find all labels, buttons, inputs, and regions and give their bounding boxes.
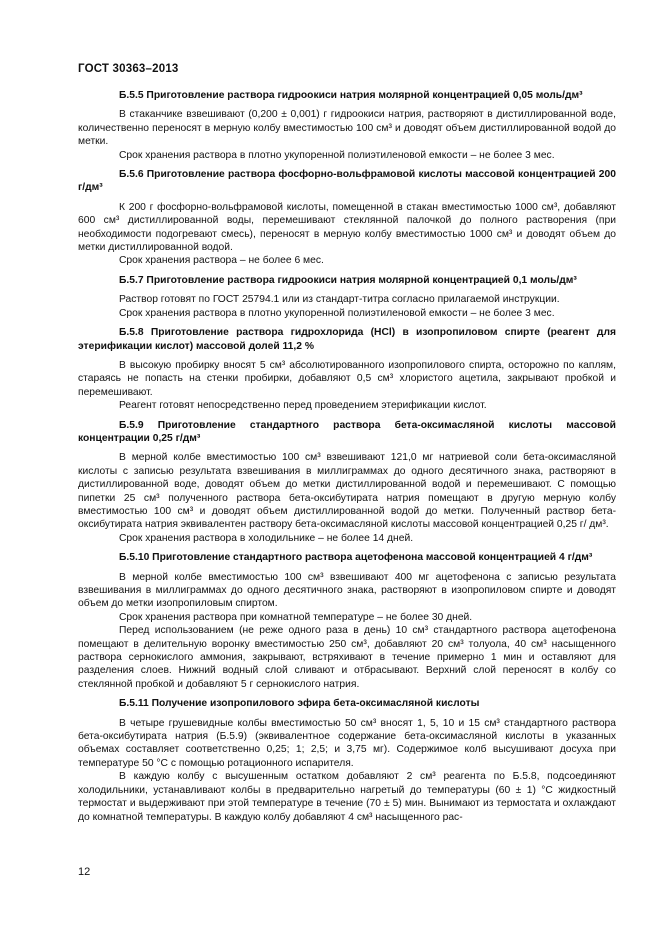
section-title: Б.5.5 Приготовление раствора гидроокиси натрия молярной концентрацией 0,05 моль/дм³: [119, 90, 583, 101]
section-title: Б.5.8 Приготовление раствора гидрохлорида (HCl) в изопропиловом спирте (реагент для этерификации кислот) массовой долей 11,2 %: [78, 327, 616, 352]
section-b-5-8: [78, 326, 616, 412]
section-b-5-5: [78, 89, 616, 162]
section-b-5-6: [78, 168, 616, 268]
section-b-5-11: [78, 697, 616, 824]
paragraph: В стаканчике взвешивают (0,200 ± 0,001) г гидроокиси натрия, растворяют в дистиллированной воде, количественно переносят в мерную колбу вместимостью 100 см³ и доводят объем дистиллированной водой до метки.: [78, 109, 616, 148]
document-body: [78, 89, 616, 824]
page-number: 12: [78, 866, 91, 878]
paragraph: В четыре грушевидные колбы вместимостью 50 см³ вносят 1, 5, 10 и 15 см³ стандартного раствора бета-оксибутирата натрия (Б.5.9) (эквивалентное содержание бета-оксимасляной кислоты в указанных объемах составляет соответственно 0,25; 1; 2,5; и 3,75 мг). Содержимое колб высушивают досуха при температуре 50 °С с помощью ротационного испарителя.: [78, 717, 616, 769]
section-title: Б.5.6 Приготовление раствора фосфорно-вольфрамовой кислоты массовой концентрацией 200 г/дм³: [78, 169, 616, 194]
paragraph: Срок хранения раствора в плотно укупоренной полиэтиленовой емкости – не более 3 мес.: [119, 149, 555, 161]
paragraph: Раствор готовят по ГОСТ 25794.1 или из стандарт-титра согласно прилагаемой инструкции.: [119, 294, 560, 306]
paragraph: В каждую колбу с высушенным остатком добавляют 2 см³ реагента по Б.5.8, подсоединяют холодильники, устанавливают колбы в предварительно нагретый до температуры (60 ± 1) °С жидкостный термостат и выдерживают при этой температуре в течение (70 ± 5) мин. Вынимают из термостата и охлаждают до комнатной температуры. В каждую колбу добавляют 4 см³ насыщенного рас-: [78, 771, 616, 823]
section-b-5-10: [78, 551, 616, 691]
paragraph: Перед использованием (не реже одного раза в день) 10 см³ стандартного раствора ацетофенона помещают в делительную воронку вместимостью 250 см³, добавляют 20 см³ толуола, 40 см³ насыщенного раствора сернокислого аммония, закрывают, встряхивают в течение примерно 1 мин и оставляют для разделения слоев. Нижний водный слой сливают и отбрасывают. Верхний слой переносят в колбу со стеклянной пробкой и добавляют 5 г сернокислого натрия.: [78, 625, 616, 690]
paragraph: Реагент готовят непосредственно перед проведением этерификации кислот.: [119, 400, 487, 412]
paragraph: Срок хранения раствора – не более 6 мес.: [119, 255, 324, 267]
section-title: Б.5.11 Получение изопропилового эфира бета-оксимасляной кислоты: [119, 698, 480, 710]
paragraph: В мерной колбе вместимостью 100 см³ взвешивают 400 мг ацетофенона с записью результата взвешивания в миллиграммах до одного десятичного знака, растворяют в изопропиловом спирте и доводят объем до метки изопропиловым спиртом.: [78, 571, 616, 610]
paragraph: Срок хранения раствора в плотно укупоренной полиэтиленовой емкости – не более 3 мес.: [119, 307, 555, 319]
paragraph: Срок хранения раствора в холодильнике – не более 14 дней.: [119, 532, 414, 544]
section-b-5-9: [78, 419, 616, 546]
section-title: Б.5.9 Приготовление стандартного раствора бета-оксимасляной кислоты массовой концентрации 0,25 г/дм³: [78, 419, 616, 444]
section-b-5-7: [78, 274, 616, 320]
paragraph: К 200 г фосфорно-вольфрамовой кислоты, помещенной в стакан вместимостью 1000 см³, добавляют 600 см³ дистиллированной воды, перемешивают стеклянной палочкой до полного растворения (при необходимости подогревают смесь), переносят в мерную колбу вместимостью 1000 см³ и доводят объем до метки дистиллированной водой.: [78, 201, 616, 254]
paragraph: Срок хранения раствора при комнатной температуре – не более 30 дней.: [119, 611, 473, 623]
paragraph: В мерной колбе вместимостью 100 см³ взвешивают 121,0 мг натриевой соли бета-оксимасляной кислоты с записью результата взвешивания в миллиграммах до одного десятичного знака, растворяют в дистиллированной воде, доводят объем до метки дистиллированной водой и перемешивают. С помощью пипетки 25 см³ полученного раствора бета-оксибутирата натрия помещают в другую мерную колбу вместимостью 100 см³ и доводят объем дистиллированной водой до метки. Полученный раствор бета-оксибутирата натрия эквивалентен раствору бета-оксимасляной кислоты массовой концентрацией 0,25 г/ дм³.: [78, 452, 616, 531]
document-header: ГОСТ 30363–2013: [78, 63, 179, 75]
section-title: Б.5.10 Приготовление стандартного раствора ацетофенона массовой концентрацией 4 г/дм³: [119, 552, 593, 564]
paragraph: В высокую пробирку вносят 5 см³ абсолютированного изопропилового спирта, осторожно по каплям, стараясь не попасть на стенки пробирки, добавляют 0,5 см³ хлористого ацетила, закрывают пробкой и перемешивают.: [78, 359, 616, 398]
section-title: Б.5.7 Приготовление раствора гидроокиси натрия молярной концентрацией 0,1 моль/дм³: [119, 274, 577, 286]
